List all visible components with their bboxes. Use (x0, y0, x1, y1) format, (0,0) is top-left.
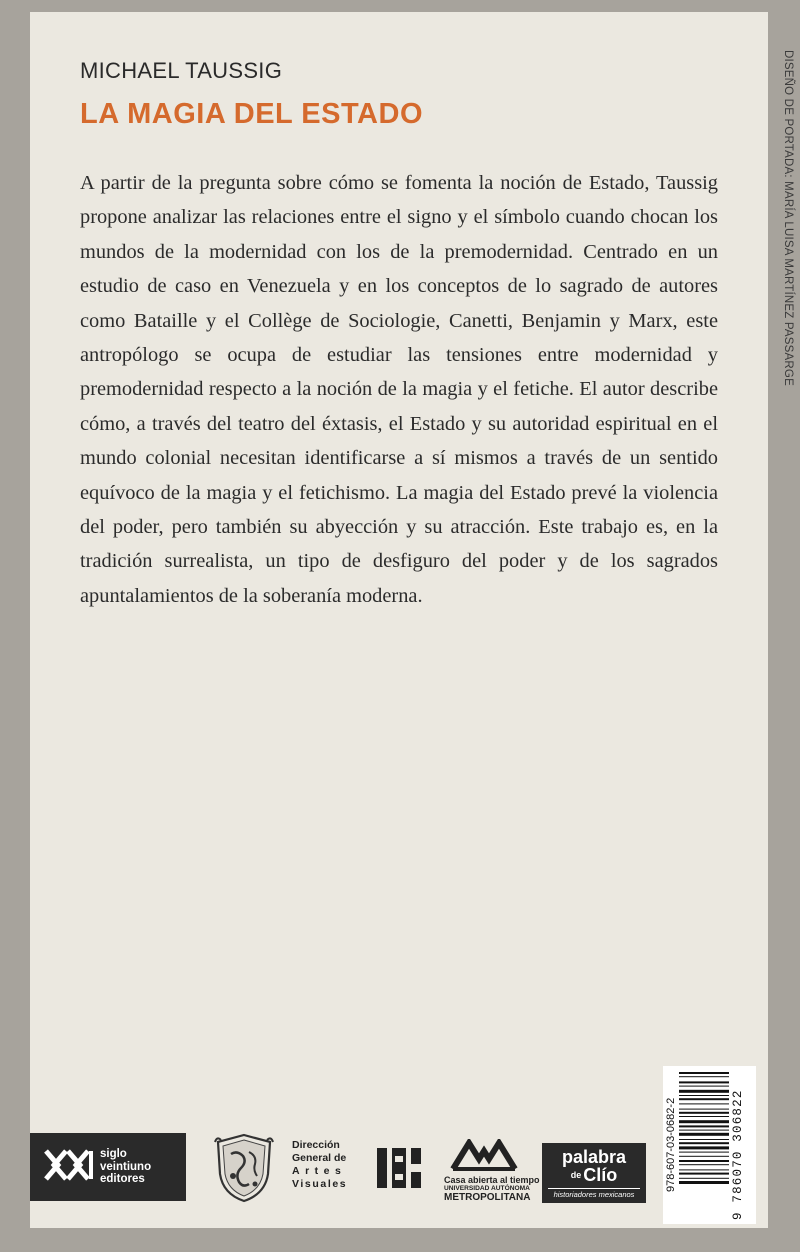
uam-tagline: Casa abierta al tiempo (444, 1175, 540, 1185)
barcode-bars-icon (679, 1072, 729, 1218)
siglo-xxi-wordmark: siglo veintiuno editores (100, 1148, 152, 1186)
book-title: LA MAGIA DEL ESTADO (80, 98, 423, 130)
dgav-line: Artes (292, 1165, 347, 1177)
author-name: MICHAEL TAUSSIG (80, 58, 283, 83)
dgav-line: Visuales (292, 1178, 348, 1190)
cover-design-credit: DISEÑO DE PORTADA: MARÍA LUISA MARTÍNEZ PASSARGE (782, 50, 794, 386)
uam-logo-icon (449, 1139, 519, 1171)
isbn-barcode (663, 1066, 756, 1224)
dgav-line: Dirección (292, 1139, 340, 1151)
uam-logo (444, 1139, 540, 1203)
uam-name-metropolitana: METROPOLITANA (444, 1192, 531, 1203)
sxxi-logo-icon (44, 1147, 94, 1187)
uam-name: UNIVERSIDAD AUTÓNOMA (444, 1185, 530, 1192)
barcode-digits: 9 786070 306822 (731, 1089, 745, 1220)
unam-seal-icon (213, 1132, 275, 1208)
palabra-wordmark: palabra (561, 1147, 627, 1167)
dgav-line: General de (292, 1152, 347, 1164)
siglo-xxi-logo (30, 1133, 186, 1201)
dgav-logo (292, 1139, 347, 1191)
palabra-tagline: historiadores mexicanos (548, 1188, 640, 1199)
isbn-number: 978-607-03-0682-2 (665, 1097, 677, 1193)
synopsis-text: A partir de la pregunta sobre cómo se fomenta la noción de Estado, Taussig propone analizar las relaciones entre el signo y el símbolo cuando chocan los mundos de la modernidad con los de la premodernidad. Centrado en un estudio de caso en Venezuela y en los conceptos de lo sagrado de autores como Bataille y el Collège de Sociologie, Canetti, Benjamin y Marx, este antropólogo se ocupa de estudiar las tensiones entre modernidad y premodernidad respecto a la noción de la magia y el fetiche. El autor describe cómo, a través del teatro del éxtasis, el Estado y su autoridad espiritual en el mundo colonial necesitan identificarse a sí mismos a través de un sentido equívoco de la magia y el fetichismo. La magia del Estado prevé la violencia del poder, pero también su abyección y su atracción. Este trabajo es, en la tradición surrealista, un tipo de desfiguro del poder y de los sagrados apuntalamientos de la soberanía moderna. (80, 172, 718, 607)
clio-wordmark: $^{de}$ Clío (570, 1165, 618, 1185)
palabra-de-clio-logo (542, 1143, 646, 1203)
iie-logo-icon (375, 1146, 423, 1194)
